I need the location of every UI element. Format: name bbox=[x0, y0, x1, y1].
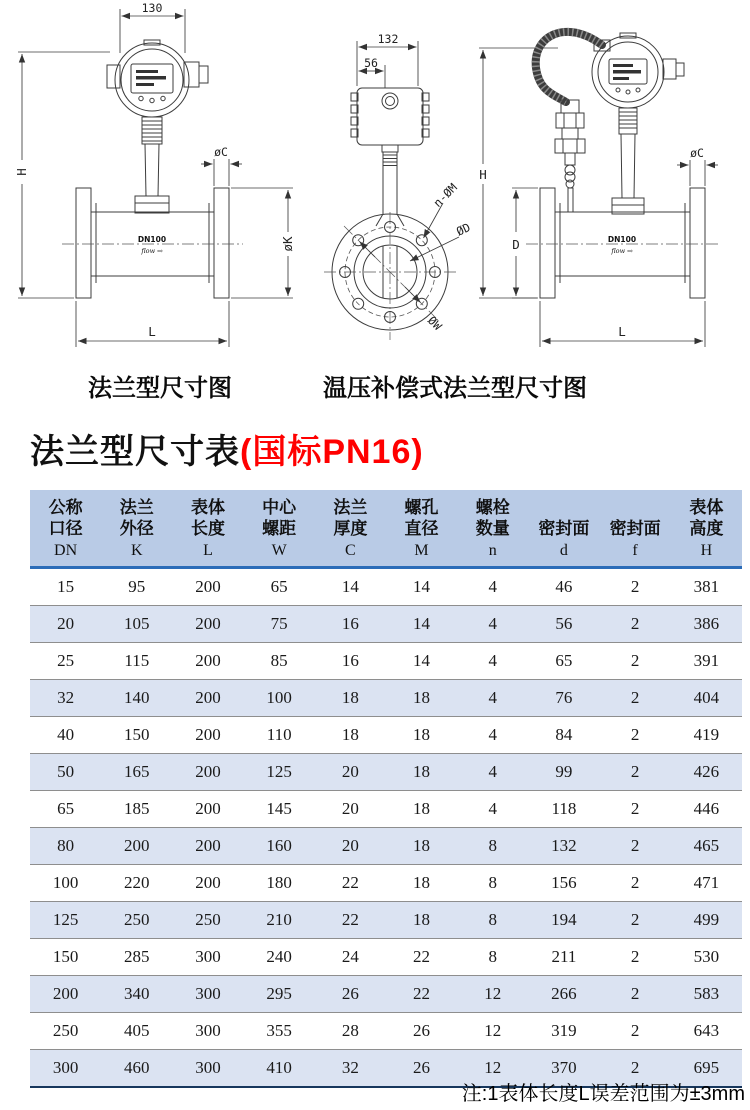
table-cell: 391 bbox=[671, 643, 742, 680]
table-cell: 160 bbox=[244, 828, 315, 865]
table-cell: 200 bbox=[195, 577, 221, 596]
table-cell: 118 bbox=[528, 791, 599, 828]
table-cell: 100 bbox=[244, 680, 315, 717]
table-cell: 20 bbox=[315, 828, 386, 865]
column-header: 密封面 f bbox=[600, 490, 671, 568]
table-cell: 20 bbox=[30, 606, 101, 643]
table-cell: 15 bbox=[57, 577, 75, 596]
table-cell: 285 bbox=[101, 939, 172, 976]
dim-top-width: 130 bbox=[141, 1, 163, 15]
table-cell: 240 bbox=[244, 939, 315, 976]
table-cell: 300 bbox=[172, 939, 243, 976]
table-cell: 2 bbox=[600, 939, 671, 976]
table-cell: 40 bbox=[30, 717, 101, 754]
table-cell: 18 bbox=[386, 791, 457, 828]
body-label: DN100 bbox=[137, 235, 167, 244]
table-cell: 26 bbox=[315, 976, 386, 1013]
table-cell: 156 bbox=[528, 865, 599, 902]
table-cell: 165 bbox=[101, 754, 172, 791]
dim-bolt-holes: n-ØM bbox=[430, 180, 460, 210]
table-cell: 105 bbox=[101, 606, 172, 643]
table-cell: 2 bbox=[600, 865, 671, 902]
table-cell: 18 bbox=[386, 828, 457, 865]
table-cell: 12 bbox=[457, 1050, 528, 1088]
table-cell: 200 bbox=[172, 643, 243, 680]
table-cell: 18 bbox=[386, 680, 457, 717]
table-cell: 220 bbox=[101, 865, 172, 902]
flange-type-drawing bbox=[14, 1, 295, 347]
table-row bbox=[30, 791, 742, 828]
table-header-row bbox=[30, 490, 742, 568]
body-logo: flow ⇨ bbox=[141, 247, 163, 255]
table-cell: 4 bbox=[457, 717, 528, 754]
table-row bbox=[30, 754, 742, 791]
body-logo: flow ⇨ bbox=[611, 247, 633, 255]
table-cell: 18 bbox=[386, 754, 457, 791]
caption-flange-type: 法兰型尺寸图 bbox=[88, 375, 232, 402]
table-cell: 2 bbox=[600, 1050, 671, 1088]
table-cell: 2 bbox=[600, 976, 671, 1013]
dim-length-l: L bbox=[148, 324, 156, 339]
table-cell: 2 bbox=[630, 577, 640, 596]
table-cell: 370 bbox=[528, 1050, 599, 1088]
table-cell: 200 bbox=[172, 717, 243, 754]
table-cell: 211 bbox=[528, 939, 599, 976]
table-cell: 65 bbox=[528, 643, 599, 680]
dim-flange-thickness: øC bbox=[214, 145, 228, 159]
table-cell: 405 bbox=[101, 1013, 172, 1050]
table-row bbox=[30, 976, 742, 1013]
dim-bore: ØD bbox=[454, 220, 473, 239]
table-cell: 95 bbox=[128, 577, 146, 596]
table-cell: 446 bbox=[671, 791, 742, 828]
table-cell: 18 bbox=[315, 680, 386, 717]
table-cell: 4 bbox=[457, 606, 528, 643]
table-cell: 200 bbox=[172, 865, 243, 902]
table-cell: 8 bbox=[457, 828, 528, 865]
technical-drawings bbox=[0, 0, 750, 358]
table-cell: 14 bbox=[386, 606, 457, 643]
table-row bbox=[30, 902, 742, 939]
table-cell: 381 bbox=[693, 577, 720, 596]
table-cell: 150 bbox=[30, 939, 101, 976]
column-header: 法兰 厚度 C bbox=[315, 490, 386, 568]
table-cell: 20 bbox=[315, 754, 386, 791]
table-cell: 404 bbox=[671, 680, 742, 717]
column-header: 中心 螺距 W bbox=[244, 490, 315, 568]
column-header: 螺栓 数量 n bbox=[457, 490, 528, 568]
column-header: 密封面 d bbox=[528, 490, 599, 568]
table-cell: 210 bbox=[244, 902, 315, 939]
table-cell: 426 bbox=[671, 754, 742, 791]
table-cell: 125 bbox=[244, 754, 315, 791]
table-cell: 115 bbox=[101, 643, 172, 680]
table-cell: 65 bbox=[30, 791, 101, 828]
table-cell: 16 bbox=[315, 606, 386, 643]
table-cell: 471 bbox=[671, 865, 742, 902]
table-cell: 32 bbox=[315, 1050, 386, 1088]
table-cell: 200 bbox=[172, 791, 243, 828]
table-cell: 18 bbox=[386, 717, 457, 754]
page-title-red: (国标PN16) bbox=[240, 433, 424, 471]
table-cell: 194 bbox=[528, 902, 599, 939]
table-cell: 22 bbox=[315, 902, 386, 939]
table-cell: 14 bbox=[386, 643, 457, 680]
table-cell: 185 bbox=[101, 791, 172, 828]
table-cell: 266 bbox=[528, 976, 599, 1013]
table-cell: 76 bbox=[528, 680, 599, 717]
table-cell: 56 bbox=[528, 606, 599, 643]
dim-flange-od: øK bbox=[280, 236, 295, 252]
table-cell: 200 bbox=[30, 976, 101, 1013]
caption-temp-comp: 温压补偿式法兰型尺寸图 bbox=[323, 375, 587, 402]
table-cell: 2 bbox=[600, 1013, 671, 1050]
table-cell: 300 bbox=[172, 1013, 243, 1050]
dim-meter-height: D bbox=[512, 237, 520, 252]
table-cell: 643 bbox=[671, 1013, 742, 1050]
table-cell: 125 bbox=[30, 902, 101, 939]
table-row bbox=[30, 606, 742, 643]
table-cell: 200 bbox=[172, 754, 243, 791]
table-row bbox=[30, 865, 742, 902]
table-cell: 84 bbox=[528, 717, 599, 754]
table-cell: 14 bbox=[413, 577, 431, 596]
table-row bbox=[30, 568, 742, 606]
table-cell: 85 bbox=[244, 643, 315, 680]
table-cell: 300 bbox=[172, 1050, 243, 1088]
table-cell: 18 bbox=[386, 865, 457, 902]
table-cell: 200 bbox=[172, 828, 243, 865]
table-cell: 22 bbox=[315, 865, 386, 902]
table-cell: 530 bbox=[671, 939, 742, 976]
table-cell: 4 bbox=[457, 791, 528, 828]
column-header: 表体 长度 L bbox=[172, 490, 243, 568]
flange-dimension-table bbox=[30, 490, 742, 1088]
table-cell: 28 bbox=[315, 1013, 386, 1050]
dim-front-offset: 56 bbox=[364, 56, 378, 70]
table-cell: 145 bbox=[244, 791, 315, 828]
table-cell: 340 bbox=[101, 976, 172, 1013]
table-cell: 132 bbox=[528, 828, 599, 865]
table-cell: 24 bbox=[315, 939, 386, 976]
table-cell: 46 bbox=[555, 577, 573, 596]
dim-height-h: H bbox=[14, 168, 29, 176]
page-title bbox=[30, 424, 424, 473]
table-cell: 99 bbox=[528, 754, 599, 791]
dim-bolt-circle: ØW bbox=[424, 313, 445, 334]
table-cell: 386 bbox=[671, 606, 742, 643]
table-cell: 20 bbox=[315, 791, 386, 828]
table-cell: 2 bbox=[600, 680, 671, 717]
table-cell: 583 bbox=[671, 976, 742, 1013]
temp-comp-drawing bbox=[479, 32, 719, 347]
table-cell: 4 bbox=[457, 754, 528, 791]
table-cell: 65 bbox=[270, 577, 288, 596]
table-cell: 460 bbox=[101, 1050, 172, 1088]
table-cell: 8 bbox=[457, 939, 528, 976]
table-row bbox=[30, 1013, 742, 1050]
table-cell: 695 bbox=[671, 1050, 742, 1088]
table-cell: 355 bbox=[244, 1013, 315, 1050]
table-cell: 2 bbox=[600, 606, 671, 643]
table-cell: 26 bbox=[386, 1013, 457, 1050]
flange-front-view-drawing bbox=[324, 32, 473, 340]
table-cell: 2 bbox=[600, 643, 671, 680]
table-cell: 100 bbox=[30, 865, 101, 902]
table-row bbox=[30, 680, 742, 717]
table-cell: 319 bbox=[528, 1013, 599, 1050]
table-cell: 18 bbox=[386, 902, 457, 939]
table-cell: 200 bbox=[101, 828, 172, 865]
table-cell: 12 bbox=[457, 1013, 528, 1050]
table-cell: 4 bbox=[457, 643, 528, 680]
table-cell: 8 bbox=[457, 865, 528, 902]
table-cell: 16 bbox=[315, 643, 386, 680]
table-cell: 8 bbox=[457, 902, 528, 939]
table-cell: 14 bbox=[341, 577, 359, 596]
table-cell: 295 bbox=[244, 976, 315, 1013]
column-header: 公称 口径 DN bbox=[30, 490, 101, 568]
table-cell: 419 bbox=[671, 717, 742, 754]
table-cell: 150 bbox=[101, 717, 172, 754]
table-cell: 2 bbox=[600, 754, 671, 791]
table-body bbox=[30, 568, 742, 1088]
table-cell: 80 bbox=[30, 828, 101, 865]
table-cell: 110 bbox=[244, 717, 315, 754]
table-cell: 465 bbox=[671, 828, 742, 865]
table-cell: 2 bbox=[600, 717, 671, 754]
table-cell: 22 bbox=[386, 939, 457, 976]
table-cell: 4 bbox=[457, 680, 528, 717]
table-cell: 300 bbox=[30, 1050, 101, 1088]
table-cell: 300 bbox=[172, 976, 243, 1013]
table-cell: 50 bbox=[30, 754, 101, 791]
table-cell: 250 bbox=[101, 902, 172, 939]
table-cell: 2 bbox=[600, 791, 671, 828]
dim-length-l2: L bbox=[618, 324, 626, 339]
table-cell: 410 bbox=[244, 1050, 315, 1088]
table-row bbox=[30, 939, 742, 976]
table-cell: 250 bbox=[172, 902, 243, 939]
footnote: 注:1表体长度L误差范围为±3mm bbox=[461, 1083, 745, 1105]
table-cell: 250 bbox=[30, 1013, 101, 1050]
table-row bbox=[30, 828, 742, 865]
table-cell: 200 bbox=[172, 606, 243, 643]
dim-flange-thickness2: øC bbox=[690, 146, 704, 160]
dim-front-width: 132 bbox=[377, 32, 399, 46]
column-header: 法兰 外径 K bbox=[101, 490, 172, 568]
table-cell: 2 bbox=[600, 828, 671, 865]
page-title-black: 法兰型尺寸表 bbox=[30, 433, 240, 471]
column-header: 表体 高度 H bbox=[671, 490, 742, 568]
table-row bbox=[30, 643, 742, 680]
table-cell: 75 bbox=[244, 606, 315, 643]
table-cell: 22 bbox=[386, 976, 457, 1013]
table-cell: 200 bbox=[172, 680, 243, 717]
table-cell: 12 bbox=[457, 976, 528, 1013]
column-header: 螺孔 直径 M bbox=[386, 490, 457, 568]
dim-height-h2: H bbox=[479, 167, 487, 182]
table-cell: 4 bbox=[488, 577, 497, 596]
table-cell: 32 bbox=[30, 680, 101, 717]
table-cell: 2 bbox=[600, 902, 671, 939]
body-label: DN100 bbox=[607, 235, 637, 244]
table-cell: 180 bbox=[244, 865, 315, 902]
table-cell: 140 bbox=[101, 680, 172, 717]
table-cell: 26 bbox=[386, 1050, 457, 1088]
table-cell: 25 bbox=[30, 643, 101, 680]
table-cell: 499 bbox=[671, 902, 742, 939]
table-cell: 18 bbox=[315, 717, 386, 754]
table-row bbox=[30, 717, 742, 754]
